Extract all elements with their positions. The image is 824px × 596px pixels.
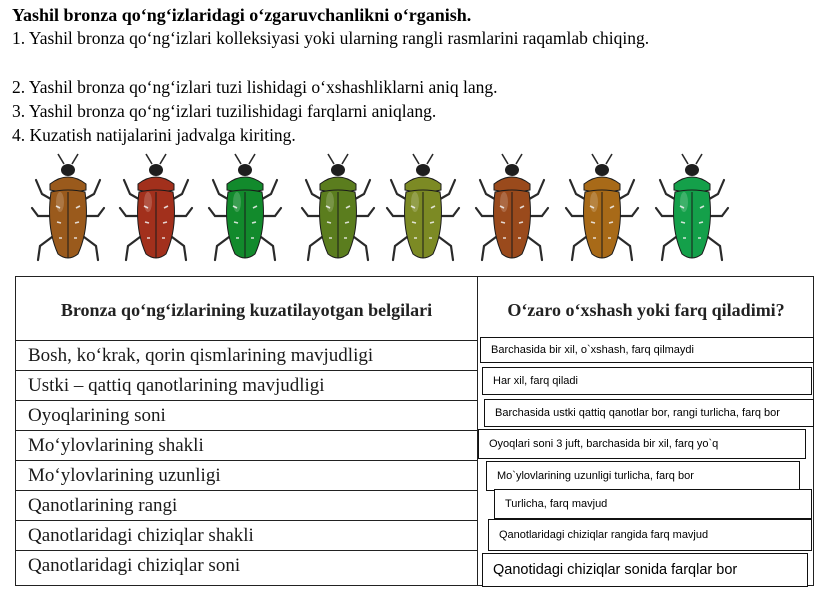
beetle-image-2 xyxy=(116,150,196,268)
feature-cell: Mo‘ylovlarining uzunligi xyxy=(28,465,221,486)
feature-cell: Oyoqlarining soni xyxy=(28,405,166,426)
beetle-icon xyxy=(205,150,285,268)
worksheet-title: Yashil bronza qo‘ng‘izlaridagi o‘zgaruvchanlikni o‘rganish. xyxy=(12,5,472,25)
beetle-icon xyxy=(28,150,108,268)
beetle-image-3 xyxy=(205,150,285,268)
feature-cell: Mo‘ylovlarining shakli xyxy=(28,435,204,456)
beetle-icon xyxy=(652,150,732,268)
beetle-icon xyxy=(116,150,196,268)
answer-box[interactable]: Barchasida bir xil, o`xshash, farq qilmaydi xyxy=(480,337,814,363)
beetle-image-5 xyxy=(383,150,463,268)
beetle-icon xyxy=(472,150,552,268)
task-2: 2. Yashil bronza qo‘ng‘izlari tuzi lishidagi o‘xshashliklarni aniq lang. xyxy=(12,77,498,97)
beetle-icon xyxy=(562,150,642,268)
header-comparison: O‘zaro o‘xshash yoki farq qiladimi? xyxy=(507,300,785,320)
task-3: 3. Yashil bronza qo‘ng‘izlari tuzilishidagi farqlarni aniqlang. xyxy=(12,101,437,121)
header-features: Bronza qo‘ng‘izlarining kuzatilayotgan belgilari xyxy=(60,300,433,320)
observation-table xyxy=(15,276,814,586)
feature-cell: Bosh, ko‘krak, qorin qismlarining mavjudligi xyxy=(28,345,374,366)
beetle-image-1 xyxy=(28,150,108,268)
beetle-image-6 xyxy=(472,150,552,268)
beetle-icon xyxy=(383,150,463,268)
answer-box[interactable]: Qanotlaridagi chiziqlar rangida farq mavjud xyxy=(488,519,812,551)
beetle-images-row xyxy=(28,150,808,268)
task-1: 1. Yashil bronza qo‘ng‘izlari kolleksiyasi yoki ularning rangli rasmlarini raqamlab chiqing. xyxy=(12,28,650,48)
beetle-image-8 xyxy=(652,150,732,268)
feature-cell: Qanotlaridagi chiziqlar shakli xyxy=(28,525,254,546)
beetle-icon xyxy=(298,150,378,268)
beetle-image-7 xyxy=(562,150,642,268)
feature-cell: Ustki – qattiq qanotlarining mavjudligi xyxy=(28,375,325,396)
beetle-image-4 xyxy=(298,150,378,268)
task-4: 4. Kuzatish natijalarini jadvalga kiriting. xyxy=(12,125,296,145)
feature-cell: Qanotlaridagi chiziqlar soni xyxy=(28,555,241,576)
answer-box[interactable]: Har xil, farq qiladi xyxy=(482,367,812,395)
feature-cell: Qanotlarining rangi xyxy=(28,495,178,516)
answer-box[interactable]: Barchasida ustki qattiq qanotlar bor, rangi turlicha, farq bor xyxy=(484,399,814,427)
answer-box[interactable]: Mo`ylovlarining uzunligi turlicha, farq bor xyxy=(486,461,800,491)
answer-box[interactable]: Oyoqlari soni 3 juft, barchasida bir xil, farq yo`q xyxy=(478,429,806,459)
answer-box[interactable]: Qanotidagi chiziqlar sonida farqlar bor xyxy=(482,553,808,587)
answer-box[interactable]: Turlicha, farq mavjud xyxy=(494,489,812,519)
